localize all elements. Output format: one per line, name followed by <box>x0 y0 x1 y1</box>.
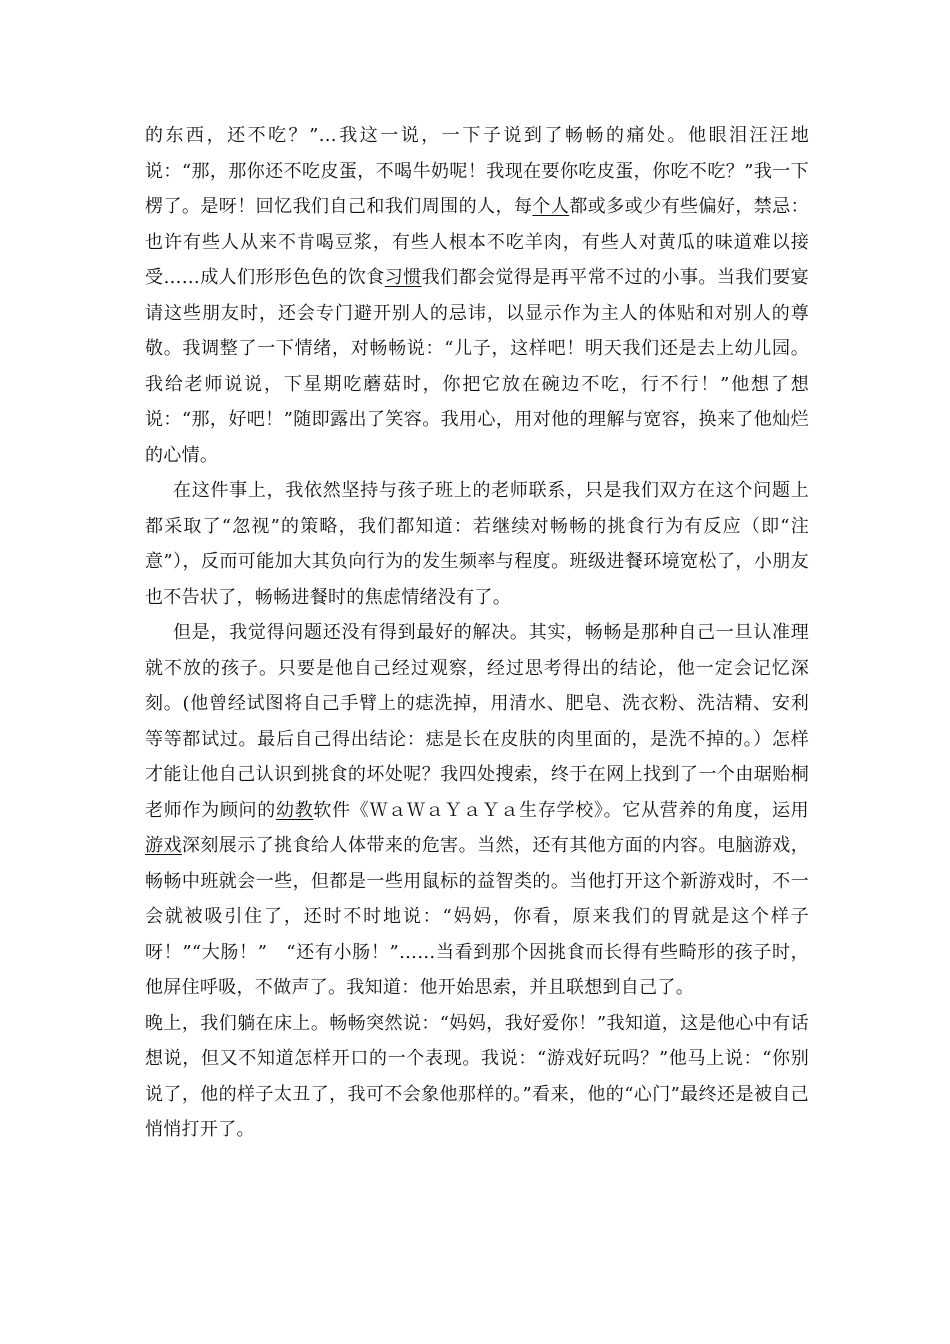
paragraph-4 <box>145 1006 809 1148</box>
underlined-term: 习惯 <box>384 267 422 288</box>
text-span: 在这件事上，我依然坚持与孩子班上的老师联系，只是我们双方在这个问题上都采取了“忽视”的策略，我们都知道：若继续对畅畅的挑食行为有反应（即“注意”），反而可能加大其负向行为的发生频率与程度。班级进餐环境宽松了，小朋友也不告状了，畅畅进餐时的焦虑情绪没有了。 <box>145 480 809 608</box>
body-text <box>145 118 809 1148</box>
text-span: 软件《ＷａＷａＹａＹａ生存学校》。它从营养的角度，运用 <box>313 799 809 821</box>
text-span: 深刻展示了挑食给人体带来的危害。当然，还有其他方面的内容。电脑游戏，畅畅中班就会一些，但都是一些用鼠标的益智类的。当他打开这个新游戏时，不一会就被吸引住了，还时不时地说：“妈妈，你看，原来我们的胃就是这个样子呀！”“大肠！” “还有小肠！”……当看到那个因挑食而长得有些畸形的孩子时，他屏住呼吸，不做声了。我知道：他开始思索，并且联想到自己了。 <box>145 835 809 998</box>
underlined-term: 个人 <box>532 196 570 217</box>
text-span: 但是，我觉得问题还没有得到最好的解决。其实，畅畅是那种自己一旦认准理就不放的孩子。只要是他自己经过观察，经过思考得出的结论，他一定会记忆深刻。(他曾经试图将自己手臂上的痣洗掉，用清水、肥皂、洗衣粉、洗洁精、安利等等都试过。最后自己得出结论：痣是长在皮肤的肉里面的，是洗不掉的。）怎样才能让他自己认识到挑食的坏处呢？我四处搜索，终于在网上找到了一个由琚贻桐老师作为顾问的 <box>145 622 809 821</box>
text-span: 我们都会觉得是再平常不过的小事。当我们要宴请这些朋友时，还会专门避开别人的忌讳，以显示作为主人的体贴和对别人的尊敬。我调整了一下情绪，对畅畅说：“儿子，这样吧！明天我们还是去上幼儿园。我给老师说说，下星期吃蘑菇时，你把它放在碗边不吃，行不行！”他想了想说：“那，好吧！”随即露出了笑容。我用心，用对他的理解与宽容，换来了他灿烂的心情。 <box>145 267 809 466</box>
paragraph-3 <box>145 615 809 1006</box>
underlined-term: 幼教 <box>275 799 314 821</box>
paragraph-1 <box>145 118 809 473</box>
underlined-term: 游戏 <box>145 835 182 856</box>
text-span: 都或多或少有些偏好，禁忌：也许有些人从来不肯喝豆浆，有些人根本不吃羊肉，有些人对黄瓜的味道难以接受……成人们形形色色的饮食 <box>145 196 809 288</box>
text-span: 晚上，我们躺在床上。畅畅突然说：“妈妈，我好爱你！”我知道，这是他心中有话想说，但又不知道怎样开口的一个表现。我说：“游戏好玩吗？”他马上说：“你别说了，他的样子太丑了，我可不会象他那样的。”看来，他的“心门”最终还是被自己悄悄打开了。 <box>145 1012 809 1140</box>
paragraph-2 <box>145 473 809 615</box>
text-span: 的东西，还不吃？”…我这一说，一下子说到了畅畅的痛处。他眼泪汪汪地说：“那，那你还不吃皮蛋，不喝牛奶呢！我现在要你吃皮蛋，你吃不吃？”我一下楞了。是呀！回忆我们自己和我们周围的人，每 <box>145 125 809 217</box>
